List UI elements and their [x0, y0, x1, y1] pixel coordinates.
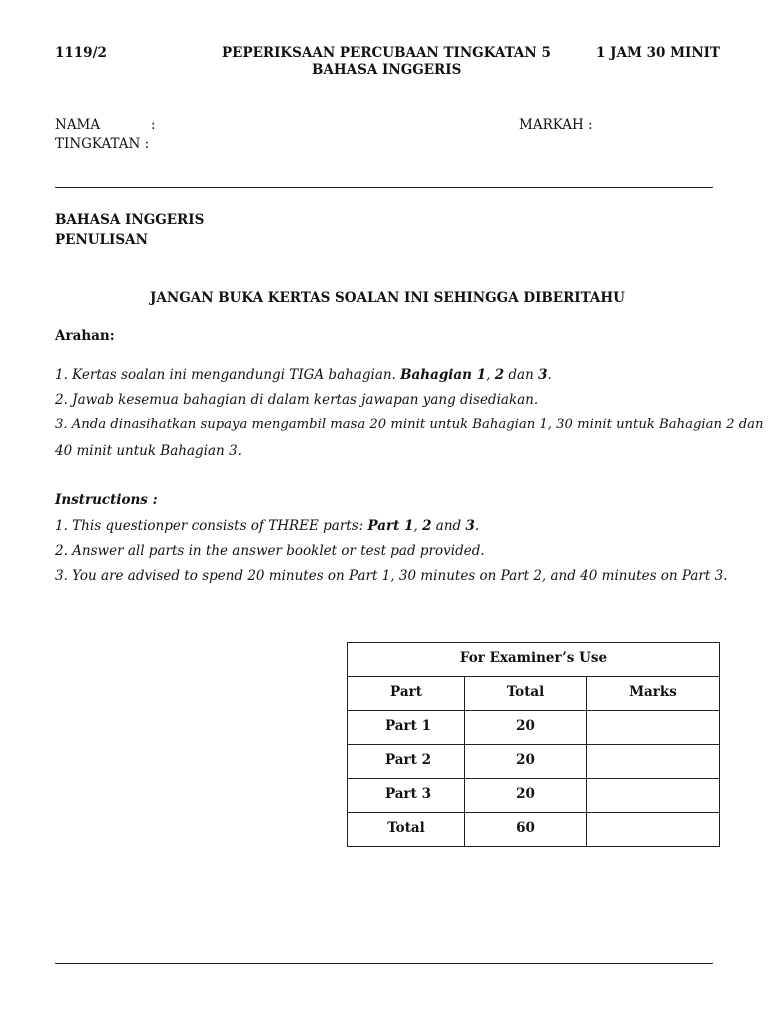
warning-notice: JANGAN BUKA KERTAS SOALAN INI SEHINGGA DIBERITAHU: [150, 290, 625, 306]
instructions-heading: Instructions :: [55, 492, 158, 508]
marks-label: MARKAH :: [519, 117, 593, 133]
arahan-line-1-text: 1. Kertas soalan ini mengandungi TIGA bahagian.: [55, 367, 401, 383]
name-colon: :: [151, 117, 156, 133]
row-part: Total: [348, 813, 465, 847]
footer-divider: [55, 963, 713, 964]
examiner-table: [347, 642, 720, 847]
instructions-line-3: 3. You are advised to spend 20 minutes on Part 1, 30 minutes on Part 2, and 40 minutes on Part 3.: [55, 568, 728, 584]
row-marks-field[interactable]: [587, 779, 720, 813]
row-total: 20: [465, 711, 587, 745]
arahan-line-1-mid: dan: [504, 367, 539, 383]
arahan-line-1-end: .: [547, 367, 552, 383]
row-total: 20: [465, 745, 587, 779]
exam-duration: 1 JAM 30 MINIT: [596, 45, 721, 61]
arahan-heading: Arahan:: [55, 328, 115, 344]
instructions-line-1-part2: 2: [422, 518, 432, 534]
header-marks: Marks: [587, 677, 720, 711]
arahan-line-1-sep: ,: [486, 367, 495, 383]
arahan-line-1-part1: Bahagian 1: [400, 367, 487, 383]
header-divider: [55, 187, 713, 188]
arahan-line-2: 2. Jawab kesemua bahagian di dalam kertas jawapan yang disediakan.: [55, 392, 539, 408]
arahan-line-3b: 40 minit untuk Bahagian 3.: [55, 443, 242, 459]
table-row-total: [348, 813, 720, 847]
instructions-line-1-text: 1. This questionper consists of THREE parts:: [55, 518, 368, 534]
row-total: 60: [465, 813, 587, 847]
table-row: [348, 779, 720, 813]
table-row: [348, 711, 720, 745]
instructions-line-1-part1: Part 1: [367, 518, 414, 534]
instructions-line-1-sep: ,: [413, 518, 423, 534]
arahan-line-1: [55, 367, 552, 383]
arahan-line-1-part3: 3: [538, 367, 548, 383]
exam-title: PEPERIKSAAN PERCUBAAN TINGKATAN 5: [222, 45, 551, 61]
header-total: Total: [465, 677, 587, 711]
instructions-line-1-part3: 3: [465, 518, 475, 534]
name-label: NAMA: [55, 117, 101, 133]
exam-subject: BAHASA INGGERIS: [312, 62, 462, 78]
instructions-line-2: 2. Answer all parts in the answer booklet or test pad provided.: [55, 543, 485, 559]
instructions-line-1-mid: and: [431, 518, 466, 534]
examiner-table-title: For Examiner’s Use: [348, 643, 720, 677]
row-marks-field[interactable]: [587, 711, 720, 745]
form-label: TINGKATAN :: [55, 136, 150, 152]
table-row: [348, 745, 720, 779]
examiner-table-header-row: [348, 677, 720, 711]
row-marks-field[interactable]: [587, 813, 720, 847]
row-marks-field[interactable]: [587, 745, 720, 779]
arahan-line-3a: 3. Anda dinasihatkan supaya mengambil masa 20 minit untuk Bahagian 1, 30 minit untuk Bahagian 2 dan: [55, 417, 764, 432]
instructions-line-1: [55, 518, 479, 534]
examiner-table-title-row: [348, 643, 720, 677]
header-part: Part: [348, 677, 465, 711]
arahan-line-1-part2: 2: [494, 367, 505, 383]
row-part: Part 3: [348, 779, 465, 813]
row-total: 20: [465, 779, 587, 813]
row-part: Part 1: [348, 711, 465, 745]
row-part: Part 2: [348, 745, 465, 779]
paper-subject: BAHASA INGGERIS: [55, 212, 205, 228]
paper-code: 1119/2: [55, 45, 107, 61]
instructions-line-1-end: .: [474, 518, 480, 534]
paper-component: PENULISAN: [55, 232, 148, 248]
